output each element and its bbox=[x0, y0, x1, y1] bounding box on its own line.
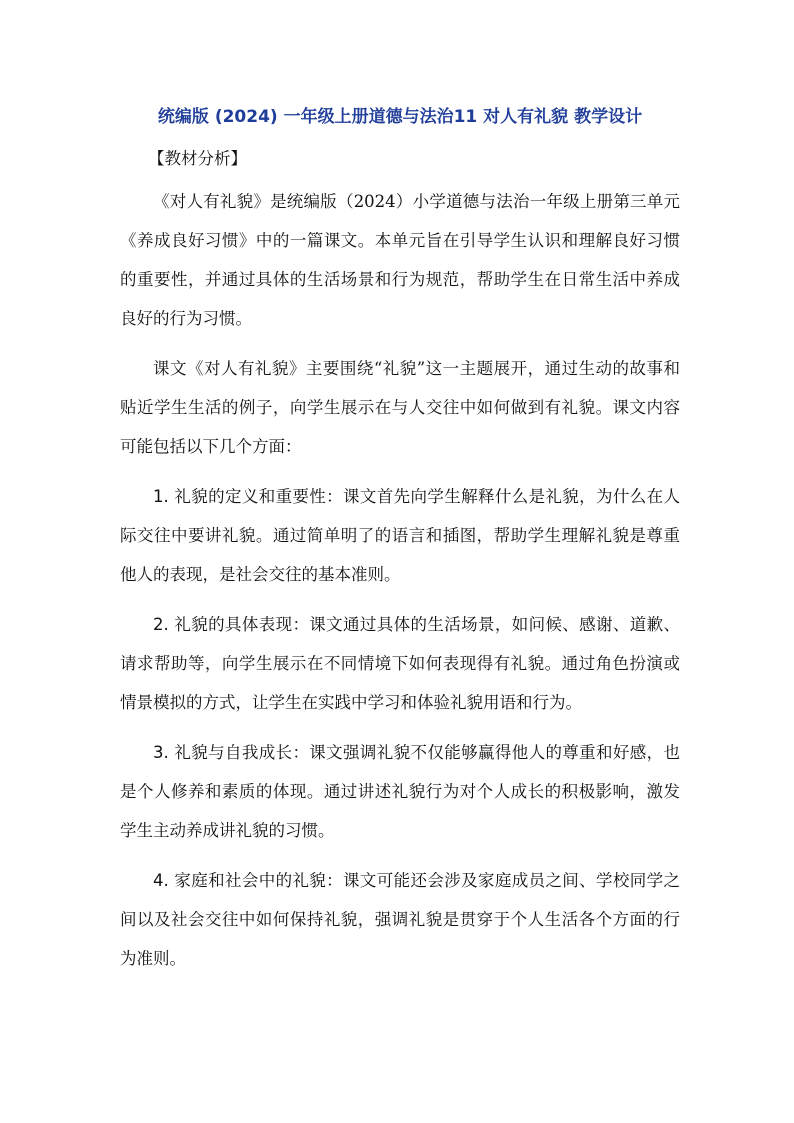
list-item-number: 1. bbox=[153, 487, 169, 506]
list-item-text: 礼貌与自我成长：课文强调礼貌不仅能够赢得他人的尊重和好感，也是个人修养和素质的体现。通过讲述礼貌行为对个人成长的积极影响，激发学生主动养成讲礼貌的习惯。 bbox=[120, 743, 681, 840]
list-item bbox=[120, 861, 680, 978]
list-item-number: 2. bbox=[153, 615, 169, 634]
list-item bbox=[120, 733, 680, 850]
list-item-text: 家庭和社会中的礼貌：课文可能还会涉及家庭成员之间、学校同学之间以及社会交往中如何保持礼貌，强调礼貌是贯穿于个人生活各个方面的行为准则。 bbox=[120, 871, 681, 968]
list-item-text: 礼貌的定义和重要性：课文首先向学生解释什么是礼貌，为什么在人际交往中要讲礼貌。通过简单明了的语言和插图，帮助学生理解礼貌是尊重他人的表现，是社会交往的基本准则。 bbox=[120, 487, 681, 584]
list-item-text: 礼貌的具体表现：课文通过具体的生活场景，如问候、感谢、道歉、请求帮助等，向学生展示在不同情境下如何表现得有礼貌。通过角色扮演或情景模拟的方式，让学生在实践中学习和体验礼貌用语和行为。 bbox=[120, 615, 681, 712]
list-item bbox=[120, 477, 680, 594]
list-item-number: 3. bbox=[153, 743, 169, 762]
list-item-number: 4. bbox=[153, 871, 169, 890]
list-item bbox=[120, 605, 680, 722]
page-title: 统编版 (2024) 一年级上册道德与法治11 对人有礼貌 教学设计 bbox=[157, 107, 643, 127]
paragraph-intro: 《对人有礼貌》是统编版（2024）小学道德与法治一年级上册第三单元《养成良好习惯》中的一篇课文。本单元旨在引导学生认识和理解良好习惯的重要性，并通过具体的生活场景和行为规范，帮助学生在日常生活中养成良好的行为习惯。 bbox=[120, 192, 680, 328]
section-heading: 【教材分析】 bbox=[148, 149, 247, 168]
paragraph-overview: 课文《对人有礼貌》主要围绕“礼貌”这一主题展开，通过生动的故事和贴近学生生活的例子，向学生展示在与人交往中如何做到有礼貌。课文内容可能包括以下几个方面： bbox=[120, 359, 680, 456]
document-body bbox=[120, 96, 680, 978]
